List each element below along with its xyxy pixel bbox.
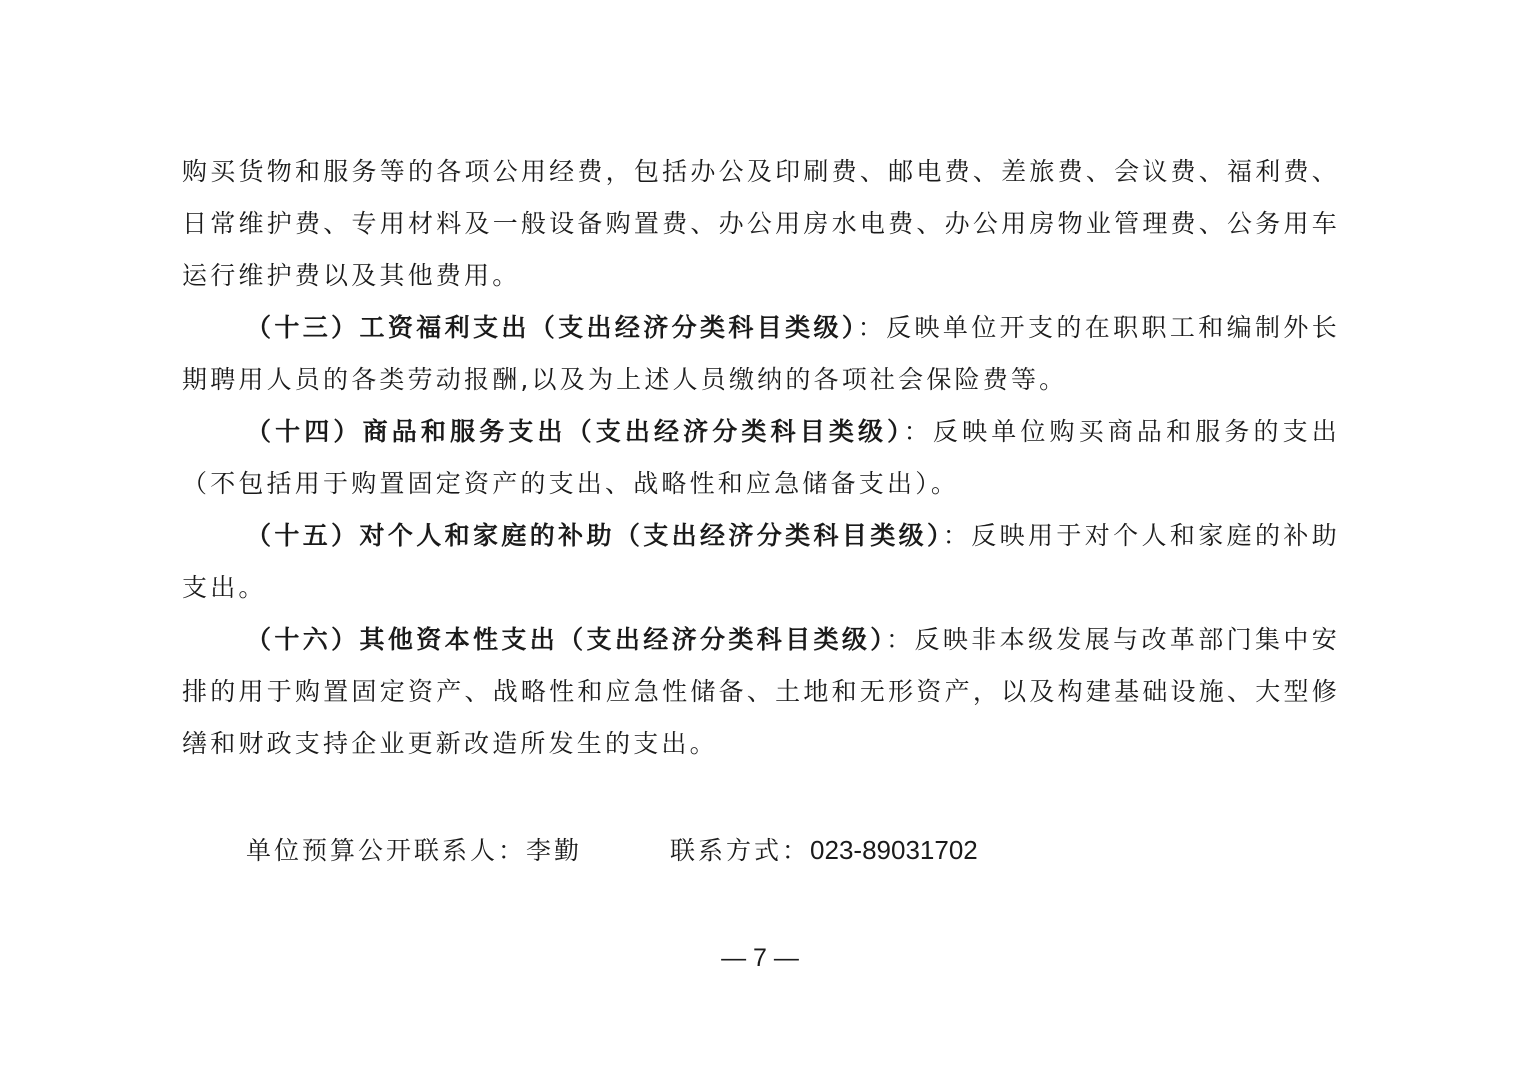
paragraph-heading: （十四）商品和服务支出（支出经济分类科目类级） xyxy=(246,417,904,446)
paragraph-wage-welfare xyxy=(182,302,1340,406)
paragraph-text: ：反映单位购买商品和服务的支出（不包括用于购置固定资产的支出、战略性和应急储备支出）。 xyxy=(182,417,1340,498)
contact-person-name: 李勤 xyxy=(526,836,583,865)
paragraph-goods-services xyxy=(182,406,1340,510)
paragraph-other-capital xyxy=(182,614,1340,770)
body-text xyxy=(182,146,1340,770)
paragraph-text: ：反映非本级发展与改革部门集中安排的用于购置固定资产、战略性和应急性储备、土地和无形资产，以及构建基础设施、大型修缮和财政支持企业更新改造所发生的支出。 xyxy=(182,625,1340,758)
contact-person-label: 单位预算公开联系人： xyxy=(246,836,527,865)
paragraph-continuation xyxy=(182,146,1340,302)
paragraph-heading: （十六）其他资本性支出（支出经济分类科目类级） xyxy=(246,625,887,654)
paragraph-text: 购买货物和服务等的各项公用经费，包括办公及印刷费、邮电费、差旅费、会议费、福利费、日常维护费、专用材料及一般设备购置费、办公用房水电费、办公用房物业管理费、公务用车运行维护费以及其他费用。 xyxy=(182,157,1340,290)
paragraph-household-subsidy xyxy=(182,510,1340,614)
paragraph-text: ：反映用于对个人和家庭的补助支出。 xyxy=(182,521,1340,602)
paragraph-text: ：反映单位开支的在职职工和编制外长期聘用人员的各类劳动报酬,以及为上述人员缴纳的各项社会保险费等。 xyxy=(182,313,1340,394)
paragraph-heading: （十五）对个人和家庭的补助（支出经济分类科目类级） xyxy=(246,521,943,550)
contact-phone: 023-89031702 xyxy=(810,835,978,865)
contact-method-label: 联系方式： xyxy=(670,836,811,865)
contact-line xyxy=(246,826,978,875)
page-number: — 7 — xyxy=(721,944,799,972)
paragraph-heading: （十三）工资福利支出（支出经济分类科目类级） xyxy=(246,313,858,342)
